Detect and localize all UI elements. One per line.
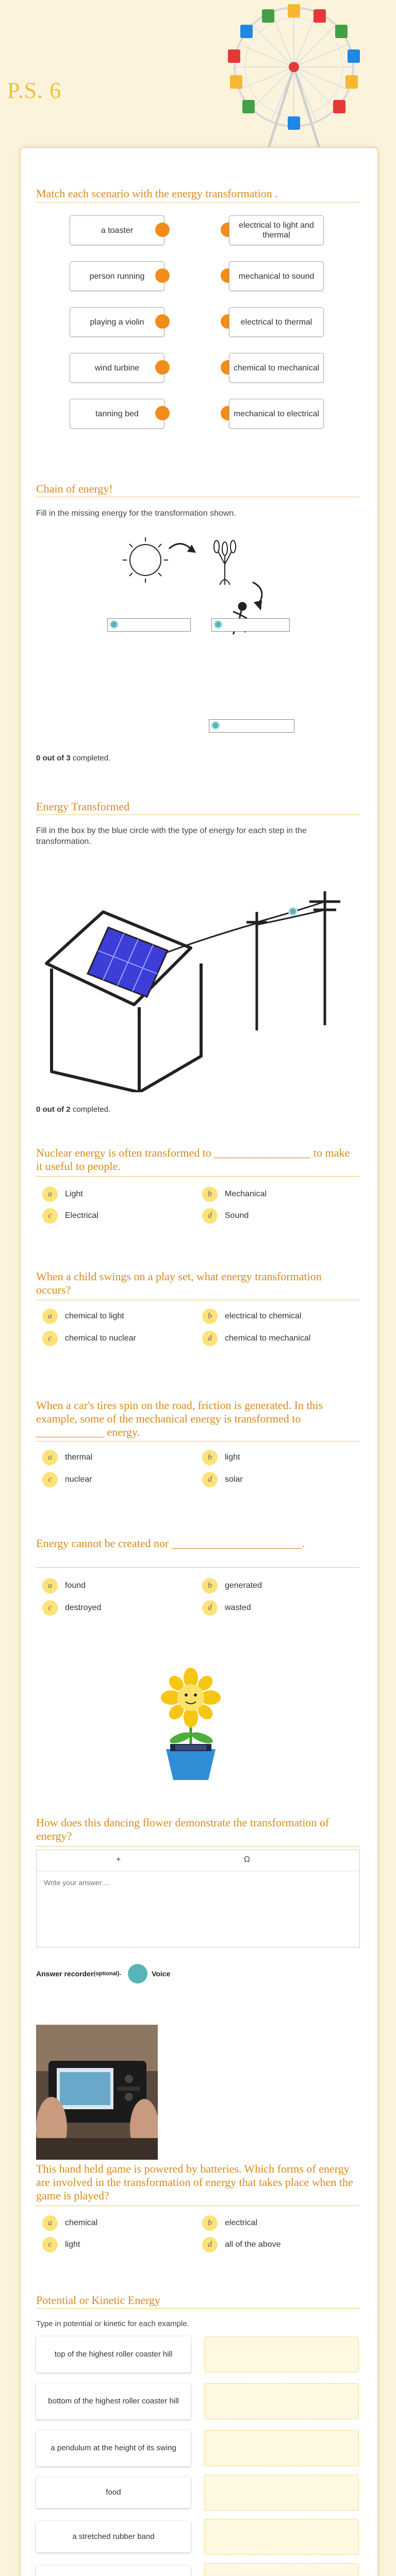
option-label: found (65, 1581, 86, 1590)
match-left-item[interactable]: playing a violin (70, 307, 164, 337)
transform-progress-count: 0 out of 2 (36, 1105, 71, 1114)
answer-recorder (36, 1964, 170, 1984)
section-divider (36, 1176, 360, 1177)
option-label: Electrical (65, 1211, 98, 1220)
ferris-wheel-image (191, 0, 396, 149)
option-label: solar (225, 1475, 243, 1484)
editor-toolbar (37, 1850, 359, 1871)
match-connector-dot[interactable] (155, 314, 170, 329)
match-right-item[interactable]: electrical to light and thermal (229, 215, 324, 245)
option-letter-d: d (202, 2237, 218, 2252)
question-friction: When a car's tires spin on the road, friction is generated. In this example, some of the mechanical energy is transformed to ____________ energy. (36, 1399, 323, 1438)
answer-option-c[interactable] (42, 2237, 80, 2252)
potential-kinetic-input[interactable] (204, 2430, 359, 2466)
answer-textarea[interactable] (37, 1871, 359, 1946)
section-divider (36, 1567, 360, 1568)
recorder-label: Answer recorder (36, 1970, 94, 1978)
option-letter-c: c (42, 1600, 58, 1616)
example-item: food (36, 2477, 191, 2508)
answer-option-c[interactable] (42, 1331, 136, 1346)
answer-option-b[interactable] (202, 1450, 240, 1465)
section-divider (36, 2308, 360, 2309)
answer-editor (36, 1850, 360, 1947)
answer-option-c[interactable] (42, 1600, 101, 1616)
handheld-game-image (36, 2025, 158, 2160)
record-voice-button[interactable] (128, 1964, 147, 1984)
match-connector-dot[interactable] (155, 223, 170, 237)
match-right-item[interactable]: electrical to thermal (229, 307, 324, 337)
answer-option-b[interactable] (202, 2215, 257, 2231)
chain-progress (36, 754, 110, 762)
answer-option-a[interactable] (42, 2215, 97, 2231)
option-letter-b: b (202, 1309, 218, 1324)
question-handheld-game: This hand held game is powered by batteries. Which forms of energy are involved in the transformation of energy that takes place when the game is played? (36, 2162, 353, 2202)
chain-progress-suffix: completed. (70, 754, 111, 762)
answer-option-a[interactable] (42, 1187, 83, 1202)
chain-blue-circle-3 (211, 721, 220, 730)
option-letter-b: b (202, 1187, 218, 1202)
option-letter-d: d (202, 1600, 218, 1616)
option-letter-a: a (42, 1309, 58, 1324)
potential-kinetic-input[interactable] (204, 2519, 359, 2555)
option-label: chemical to mechanical (225, 1334, 311, 1343)
match-right-item[interactable]: mechanical to electrical (229, 399, 324, 429)
match-left-item[interactable]: wind turbine (70, 353, 164, 383)
match-connector-dot[interactable] (155, 406, 170, 420)
answer-option-a[interactable] (42, 1578, 86, 1594)
match-right-item[interactable]: mechanical to sound (229, 261, 324, 291)
chain-progress-count: 0 out of 3 (36, 754, 71, 762)
option-label: Sound (225, 1211, 249, 1220)
voice-label: Voice (152, 1970, 171, 1978)
potential-kinetic-input[interactable] (204, 2383, 359, 2419)
option-letter-a: a (42, 2215, 58, 2231)
option-label: Light (65, 1190, 83, 1198)
option-letter-c: c (42, 1208, 58, 1224)
option-letter-c: c (42, 2237, 58, 2252)
answer-option-d[interactable] (202, 2237, 281, 2252)
option-label: light (225, 1453, 240, 1462)
answer-option-a[interactable] (42, 1450, 92, 1465)
section-title-chain: Chain of energy! (36, 482, 113, 495)
option-letter-c: c (42, 1472, 58, 1487)
question-nuclear: Nuclear energy is often transformed to _________________ to make it useful to people. (36, 1146, 350, 1173)
answer-option-b[interactable] (202, 1578, 262, 1594)
answer-option-d[interactable] (202, 1208, 249, 1224)
option-label: electrical (225, 2218, 258, 2227)
match-connector-dot[interactable] (155, 360, 170, 375)
transform-progress (36, 1105, 110, 1114)
example-item (36, 2566, 191, 2576)
answer-option-c[interactable] (42, 1208, 98, 1224)
option-letter-d: d (202, 1331, 218, 1346)
match-left-item[interactable]: tanning bed (70, 399, 164, 429)
option-letter-a: a (42, 1450, 58, 1465)
option-letter-b: b (202, 1578, 218, 1594)
section-instructions: Fill in the box by the blue circle with the type of energy for each step in the transformation. (36, 826, 307, 846)
chain-answer-field-1[interactable] (107, 618, 191, 632)
example-item: a pendulum at the height of its swing (36, 2430, 191, 2466)
potential-kinetic-input[interactable] (204, 2336, 359, 2372)
answer-option-d[interactable] (202, 1600, 251, 1616)
option-label: thermal (65, 1453, 93, 1462)
answer-option-c[interactable] (42, 1472, 92, 1487)
potential-kinetic-input[interactable] (204, 2475, 359, 2511)
option-label: generated (225, 1581, 262, 1590)
option-label: electrical to chemical (225, 1312, 302, 1320)
chain-answer-field-3[interactable] (209, 719, 294, 733)
transform-blue-circle[interactable] (288, 907, 298, 916)
chain-blue-circle-2 (213, 620, 223, 629)
option-letter-d: d (202, 1208, 218, 1224)
option-letter-d: d (202, 1472, 218, 1487)
answer-option-d[interactable] (202, 1472, 243, 1487)
answer-option-d[interactable] (202, 1331, 310, 1346)
option-letter-a: a (42, 1578, 58, 1594)
section-title-match-scenario: Match each scenario with the energy transformation . (36, 187, 278, 200)
insert-plus-button[interactable]: + (116, 1855, 121, 1864)
section-title-energy-transformed: Energy Transformed (36, 800, 130, 813)
option-label: wasted (225, 1603, 251, 1612)
option-letter-b: b (202, 2215, 218, 2231)
example-item: bottom of the highest roller coaster hill (36, 2383, 191, 2419)
chain-blue-circle-1 (109, 620, 119, 629)
option-label: all of the above (225, 2240, 281, 2249)
option-label: Mechanical (225, 1190, 267, 1198)
dancing-flower-image (155, 1667, 227, 1785)
wheat-plant-icon (214, 540, 236, 585)
answer-option-a[interactable] (42, 1309, 124, 1324)
option-label: chemical to light (65, 1312, 124, 1320)
potential-kinetic-input[interactable] (204, 2563, 359, 2576)
chain-answer-field-2[interactable] (211, 618, 290, 632)
sun-icon (123, 537, 168, 583)
option-label: chemical to nuclear (65, 1334, 136, 1343)
option-label: nuclear (65, 1475, 92, 1484)
match-left-item[interactable]: person running (70, 261, 164, 291)
match-right-item[interactable]: chemical to mechanical (229, 353, 324, 383)
option-letter-a: a (42, 1187, 58, 1202)
question-swing: When a child swings on a play set, what energy transformation occurs? (36, 1270, 322, 1296)
option-letter-c: c (42, 1331, 58, 1346)
transform-progress-suffix: completed. (70, 1105, 111, 1114)
page-title: P.S. 6 (7, 78, 62, 103)
answer-option-b[interactable] (202, 1309, 302, 1324)
option-letter-b: b (202, 1450, 218, 1465)
option-label: chemical (65, 2218, 98, 2227)
example-item: a stretched rubber band (36, 2521, 191, 2552)
option-label: destroyed (65, 1603, 102, 1612)
example-item: top of the highest roller coaster hill (36, 2336, 191, 2372)
recorder-optional: (optional) (93, 1971, 120, 1977)
option-label: light (65, 2240, 80, 2249)
section-instructions: Fill in the missing energy for the transformation shown. (36, 509, 236, 518)
insert-symbol-button[interactable]: Ω (244, 1855, 250, 1864)
match-connector-dot[interactable] (155, 268, 170, 283)
section-instructions: Type in potential or kinetic for each example. (36, 2319, 189, 2328)
answer-option-b[interactable] (202, 1187, 267, 1202)
match-left-item[interactable]: a toaster (70, 215, 164, 245)
recorder-separator: - (119, 1970, 122, 1978)
question-conservation: Energy cannot be created nor _______________________. (36, 1537, 305, 1550)
section-title-potential-kinetic: Potential or Kinetic Energy (36, 2294, 160, 2307)
solar-house-diagram (36, 876, 366, 1092)
section-divider (36, 1441, 360, 1442)
question-dancing-flower: How does this dancing flower demonstrate the transformation of energy? (36, 1816, 329, 1842)
